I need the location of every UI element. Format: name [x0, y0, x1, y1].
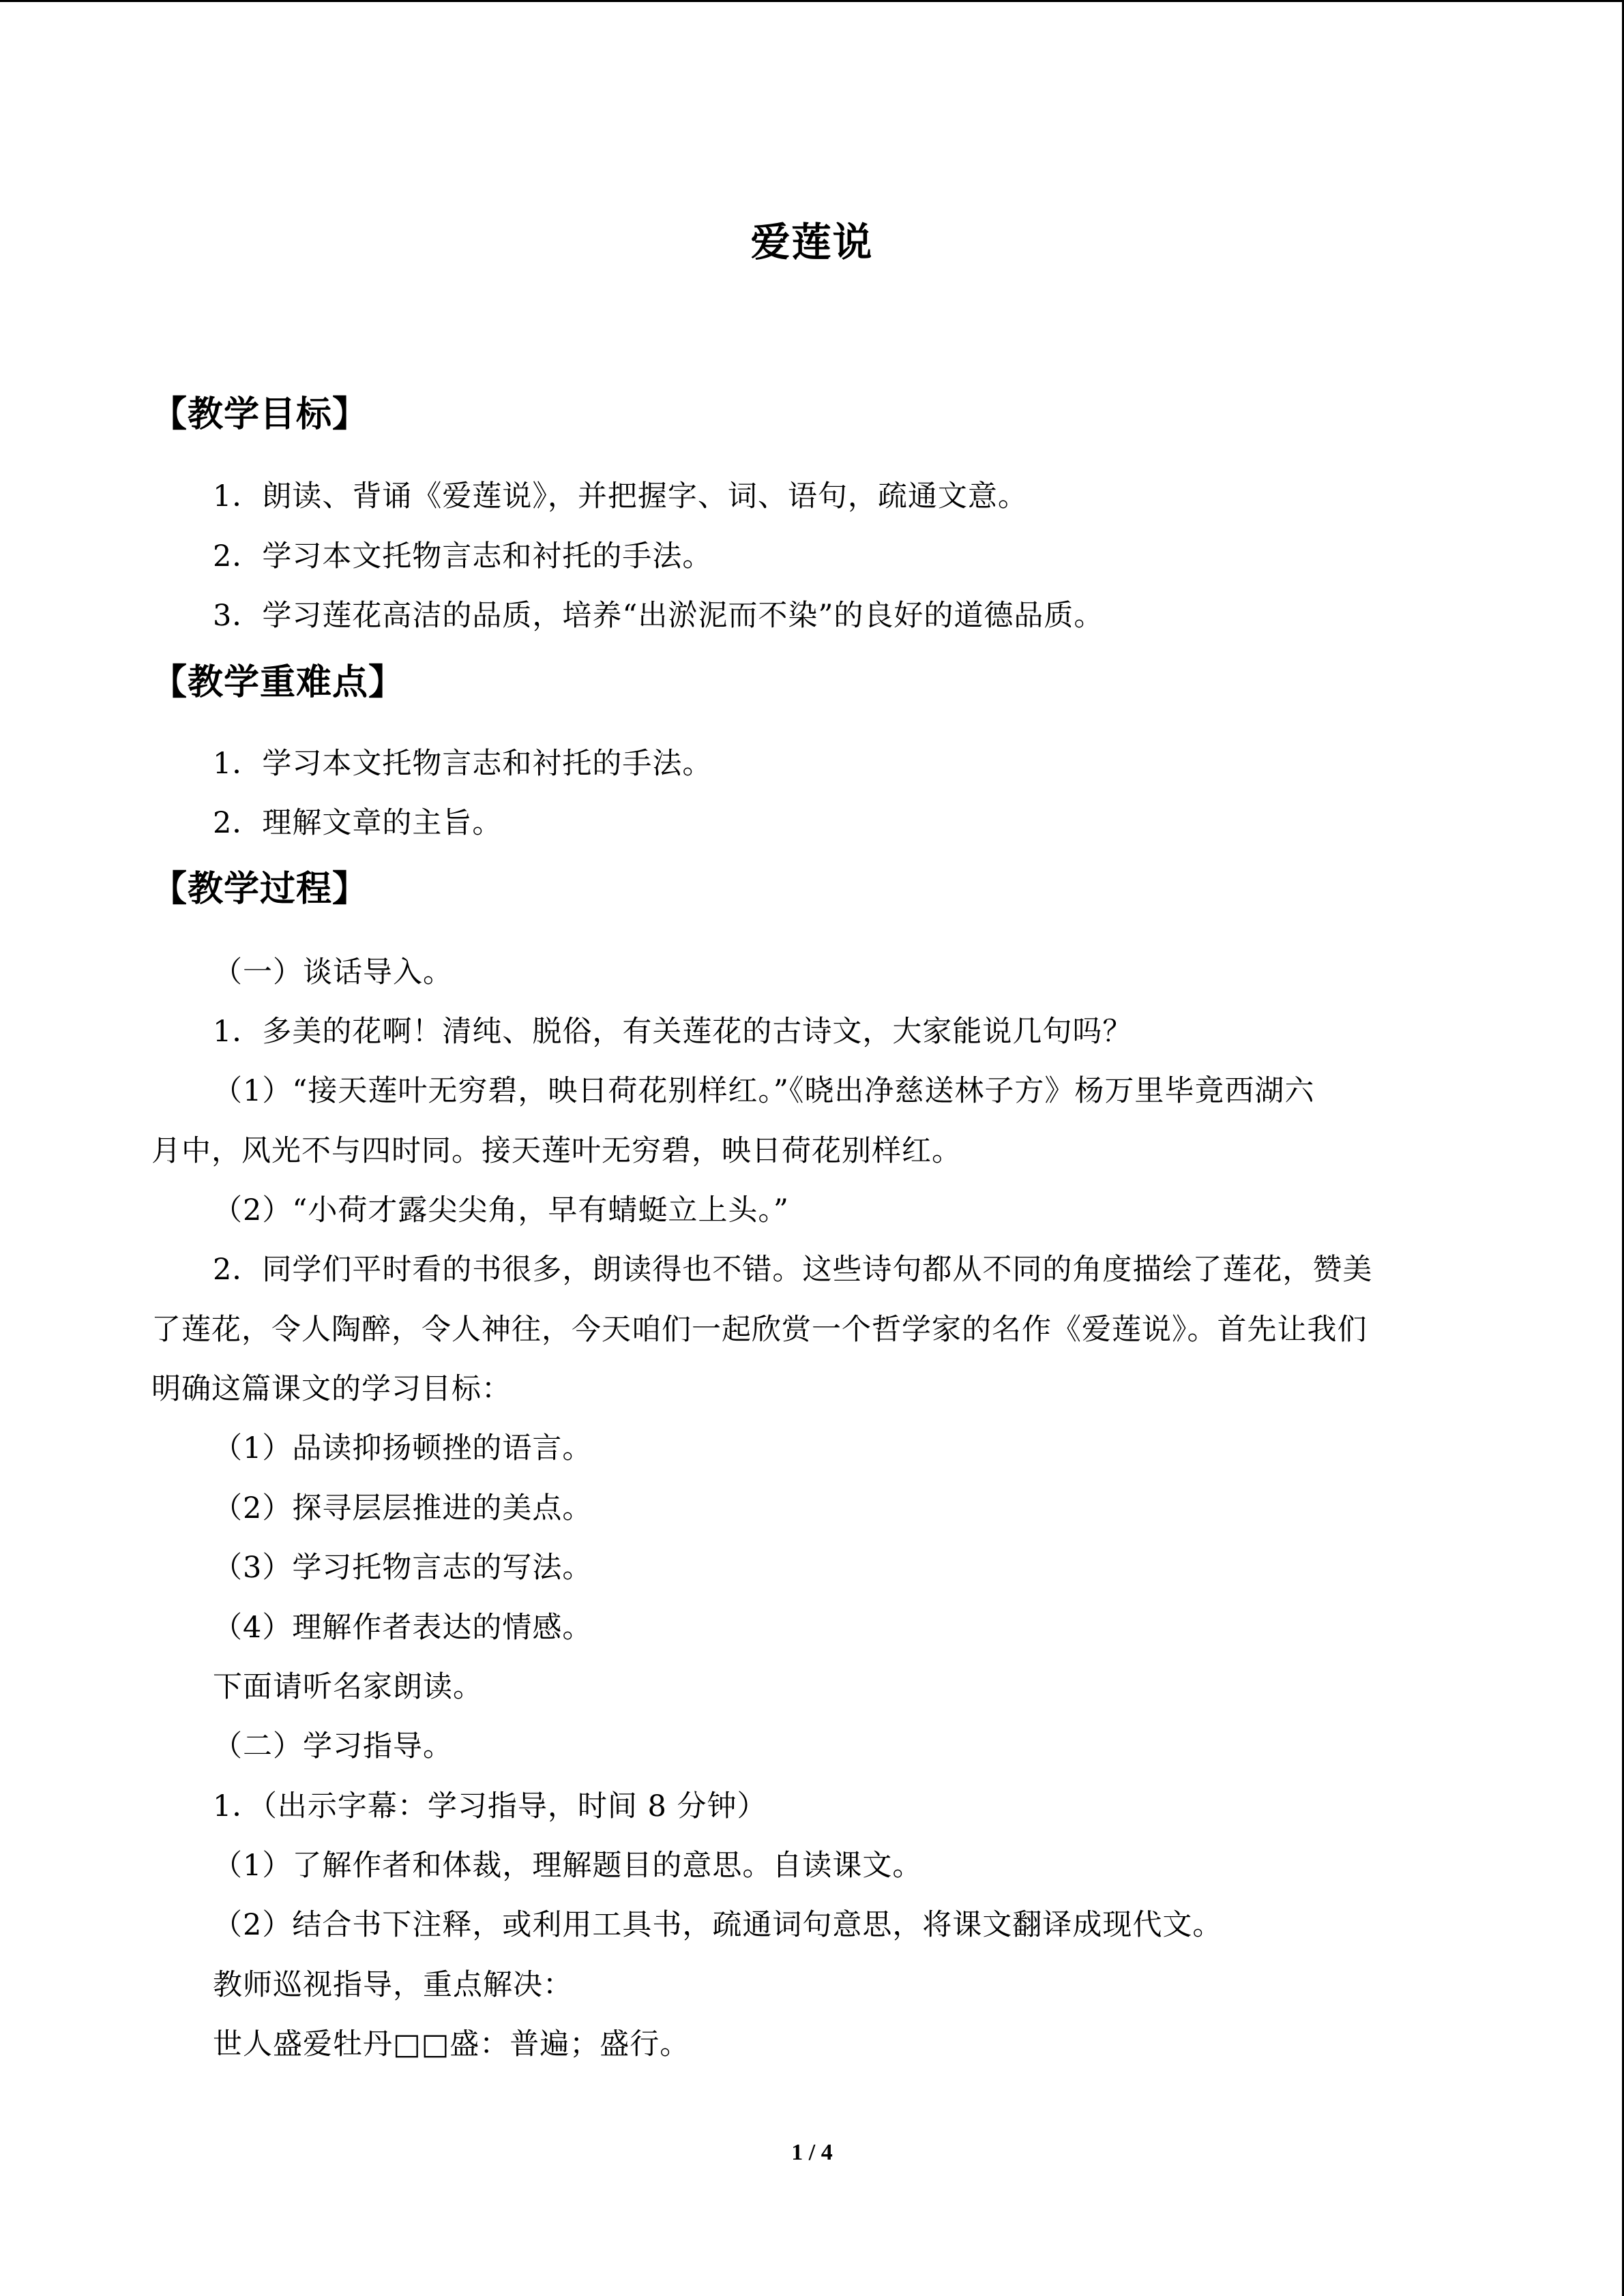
section-heading-key-points: 【教学重难点】: [151, 661, 405, 703]
page-number: 1 / 4: [791, 2140, 833, 2165]
paragraph-line: 世人盛爱牡丹□□盛：普遍；盛行。: [213, 2027, 690, 2061]
paragraph-line: 3．学习莲花高洁的品质，培养“出淤泥而不染”的良好的道德品质。: [213, 599, 1104, 633]
paragraph-line: 2．同学们平时看的书很多，朗读得也不错。这些诗句都从不同的角度描绘了莲花，赞美: [213, 1253, 1373, 1287]
paragraph-line: 2．学习本文托物言志和衬托的手法。: [213, 539, 713, 573]
paragraph-line: （一）谈话导入。: [213, 955, 453, 989]
paragraph-line: （2）“小荷才露尖尖角，早有蜻蜓立上头。”: [213, 1193, 789, 1227]
paragraph-line: 1．朗读、背诵《爱莲说》，并把握字、词、语句，疏通文意。: [213, 479, 1028, 513]
paragraph-line: 明确这篇课文的学习目标：: [151, 1372, 512, 1406]
paragraph-line: 1．（出示字幕：学习指导，时间 8 分钟）: [213, 1789, 767, 1823]
paragraph-line: 1．多美的花啊！清纯、脱俗，有关莲花的古诗文，大家能说几句吗？: [213, 1015, 1133, 1049]
paragraph-line: （二）学习指导。: [213, 1729, 453, 1763]
paragraph-line: 了莲花，令人陶醉，令人神往，今天咱们一起欣赏一个哲学家的名作《爱莲说》。首先让我们: [151, 1313, 1368, 1347]
document-title: 爱莲说: [750, 219, 874, 265]
paragraph-line: （1）“接天莲叶无穷碧，映日荷花别样红。”《晓出净慈送林子方》杨万里毕竟西湖六: [213, 1074, 1315, 1108]
paragraph-line: （2）探寻层层推进的美点。: [213, 1491, 593, 1525]
paragraph-line: 月中，风光不与四时同。接天莲叶无穷碧，映日荷花别样红。: [151, 1134, 962, 1168]
paragraph-line: （1）了解作者和体裁，理解题目的意思。自读课文。: [213, 1849, 923, 1883]
paragraph-line: 2．理解文章的主旨。: [213, 806, 503, 840]
paragraph-line: （2）结合书下注释，或利用工具书，疏通词句意思，将课文翻译成现代文。: [213, 1908, 1223, 1942]
section-heading-teaching-goals: 【教学目标】: [151, 393, 369, 435]
paragraph-line: 下面请听名家朗读。: [213, 1670, 483, 1704]
paragraph-line: （3）学习托物言志的写法。: [213, 1551, 593, 1585]
paragraph-line: （1）品读抑扬顿挫的语言。: [213, 1431, 593, 1465]
paragraph-line: 1．学习本文托物言志和衬托的手法。: [213, 747, 713, 781]
section-heading-teaching-process: 【教学过程】: [151, 868, 369, 910]
paragraph-line: （4）理解作者表达的情感。: [213, 1611, 593, 1645]
paragraph-line: 教师巡视指导，重点解决：: [213, 1968, 573, 2002]
